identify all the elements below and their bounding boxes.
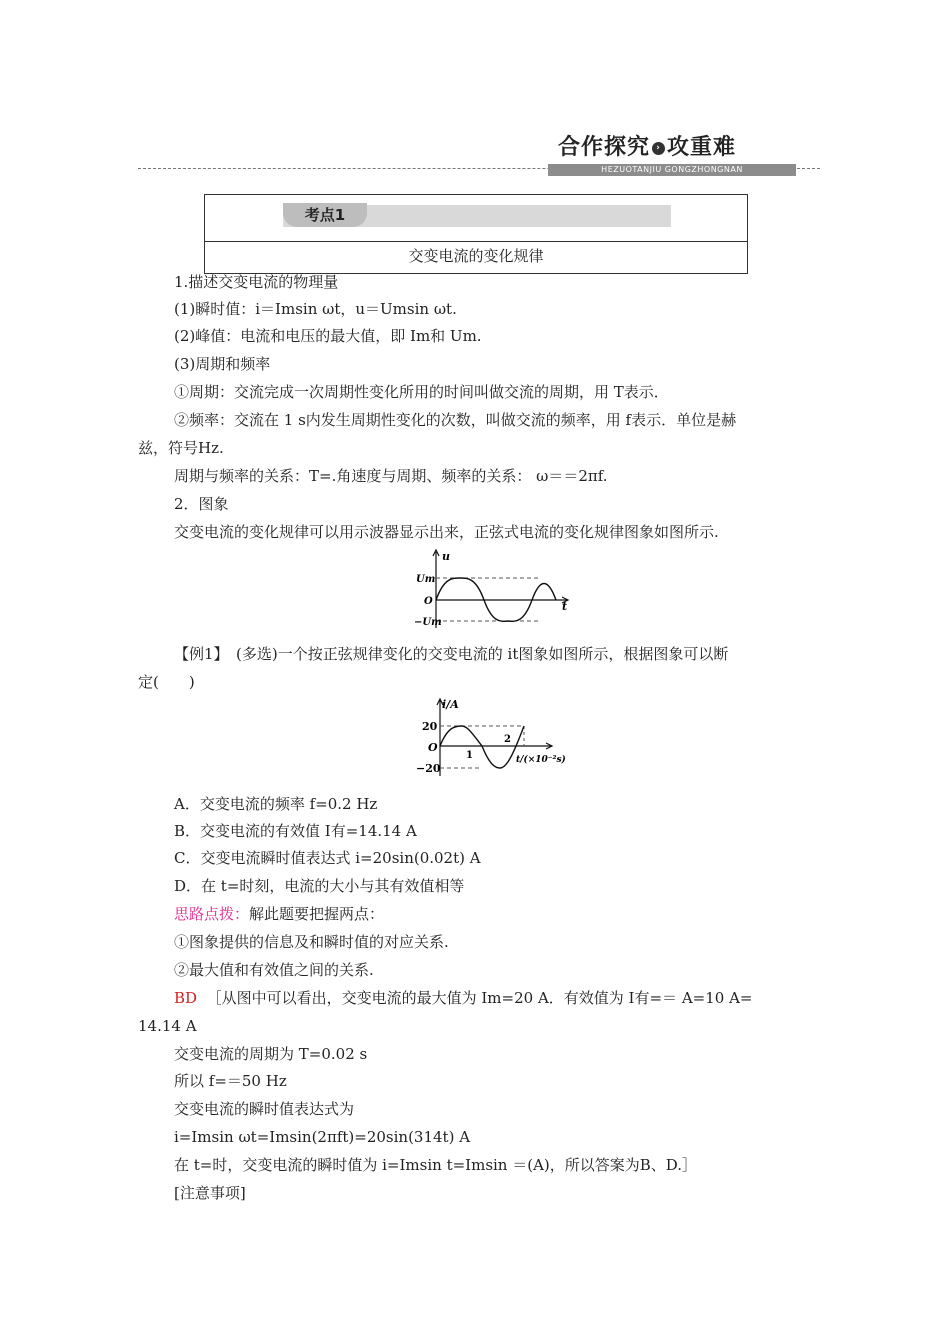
x-axis-label: t (562, 600, 568, 613)
option-b: B．交变电流的有效值 I有=14.14 A (174, 822, 417, 840)
sine-voltage-figure (414, 548, 574, 630)
option-d: D．在 t=时刻，电流的大小与其有效值相等 (174, 877, 465, 895)
peak-label: 20 (422, 720, 438, 733)
text-line: 所以 f=＝50 Hz (174, 1072, 287, 1090)
text-line: (3)周期和频率 (174, 355, 271, 373)
origin-label: O (428, 741, 438, 754)
sine-current-figure (412, 696, 574, 778)
text-line: 2．图象 (174, 495, 229, 513)
text-line: 14.14 A (138, 1017, 197, 1035)
text-line: 交变电流的瞬时值表达式为 (174, 1100, 355, 1118)
option-a: A．交变电流的频率 f=0.2 Hz (174, 795, 378, 813)
text-line: 兹，符号Hz. (138, 439, 224, 457)
peak-label: Um (416, 574, 436, 585)
answer-text: ［从图中可以看出，交变电流的最大值为 Im=20 A．有效值为 I有=＝ A=10 A= (206, 989, 753, 1007)
text-line: (2)峰值：电流和电压的最大值，即 Im和 Um. (174, 327, 482, 345)
banner-subtitle: HEZUOTANJIU GONGZHONGNAN (548, 164, 796, 176)
tick-label: 2 (504, 734, 511, 745)
answer-line (174, 988, 752, 1008)
text-line: i=Imsin ωt=Imsin(2πft)=20sin(314t) A (174, 1128, 471, 1146)
text-line: (1)瞬时值：i＝Imsin ωt，u＝Umsin ωt. (174, 300, 457, 318)
text-line: ①周期：交流完成一次周期性变化所用的时间叫做交流的周期，用 T表示． (174, 383, 669, 401)
banner-title-right: 攻重难 (667, 135, 737, 160)
key-point-tab: 考点1 (283, 203, 367, 227)
origin-label: O (424, 596, 433, 607)
tick-label: 1 (466, 750, 473, 761)
trough-label: −Um (414, 617, 442, 628)
hint-label: 思路点拨： (174, 905, 250, 923)
text-line: 定( ) (138, 673, 195, 691)
section-banner (138, 128, 820, 178)
banner-title-left: 合作探究 (558, 135, 651, 160)
trough-label: −20 (416, 762, 441, 775)
text-line: ②频率：交流在 1 s内发生周期性变化的次数，叫做交流的频率，用 f表示．单位是赫 (174, 411, 737, 429)
y-axis-label: u (442, 550, 450, 563)
x-axis-label: t/(×10⁻²s) (516, 755, 566, 765)
hint-text: 解此题要把握两点： (249, 905, 385, 923)
arrow-bullet-icon: › (652, 142, 665, 155)
text-line: 在 t=时，交变电流的瞬时值为 i=Imsin t=Imsin ＝(A)，所以答案为B、D.］ (174, 1156, 698, 1174)
notes-heading: [注意事项] (174, 1184, 246, 1202)
key-point-divider (205, 241, 747, 242)
text-line: 交变电流的周期为 T=0.02 s (174, 1045, 368, 1063)
key-point-box (204, 194, 748, 274)
banner-title (558, 130, 736, 161)
answer-key: BD (174, 989, 198, 1007)
text-line: ①图象提供的信息及和瞬时值的对应关系. (174, 933, 449, 951)
text-line: 1.描述交变电流的物理量 (174, 273, 339, 291)
text-line: ②最大值和有效值之间的关系. (174, 961, 374, 979)
y-axis-label: i/A (442, 698, 459, 711)
text-line: 【例1】 (多选)一个按正弦规律变化的交变电流的 it图象如图所示，根据图象可以断 (174, 645, 729, 663)
text-line: 交变电流的变化规律可以用示波器显示出来，正弦式电流的变化规律图象如图所示. (174, 523, 719, 541)
text-line: 周期与频率的关系：T=.角速度与周期、频率的关系： ω＝＝2πf. (174, 467, 608, 485)
hint-line (174, 904, 384, 924)
option-c: C．交变电流瞬时值表达式 i=20sin(0.02t) A (174, 849, 481, 867)
key-point-topic: 交变电流的变化规律 (408, 247, 544, 265)
